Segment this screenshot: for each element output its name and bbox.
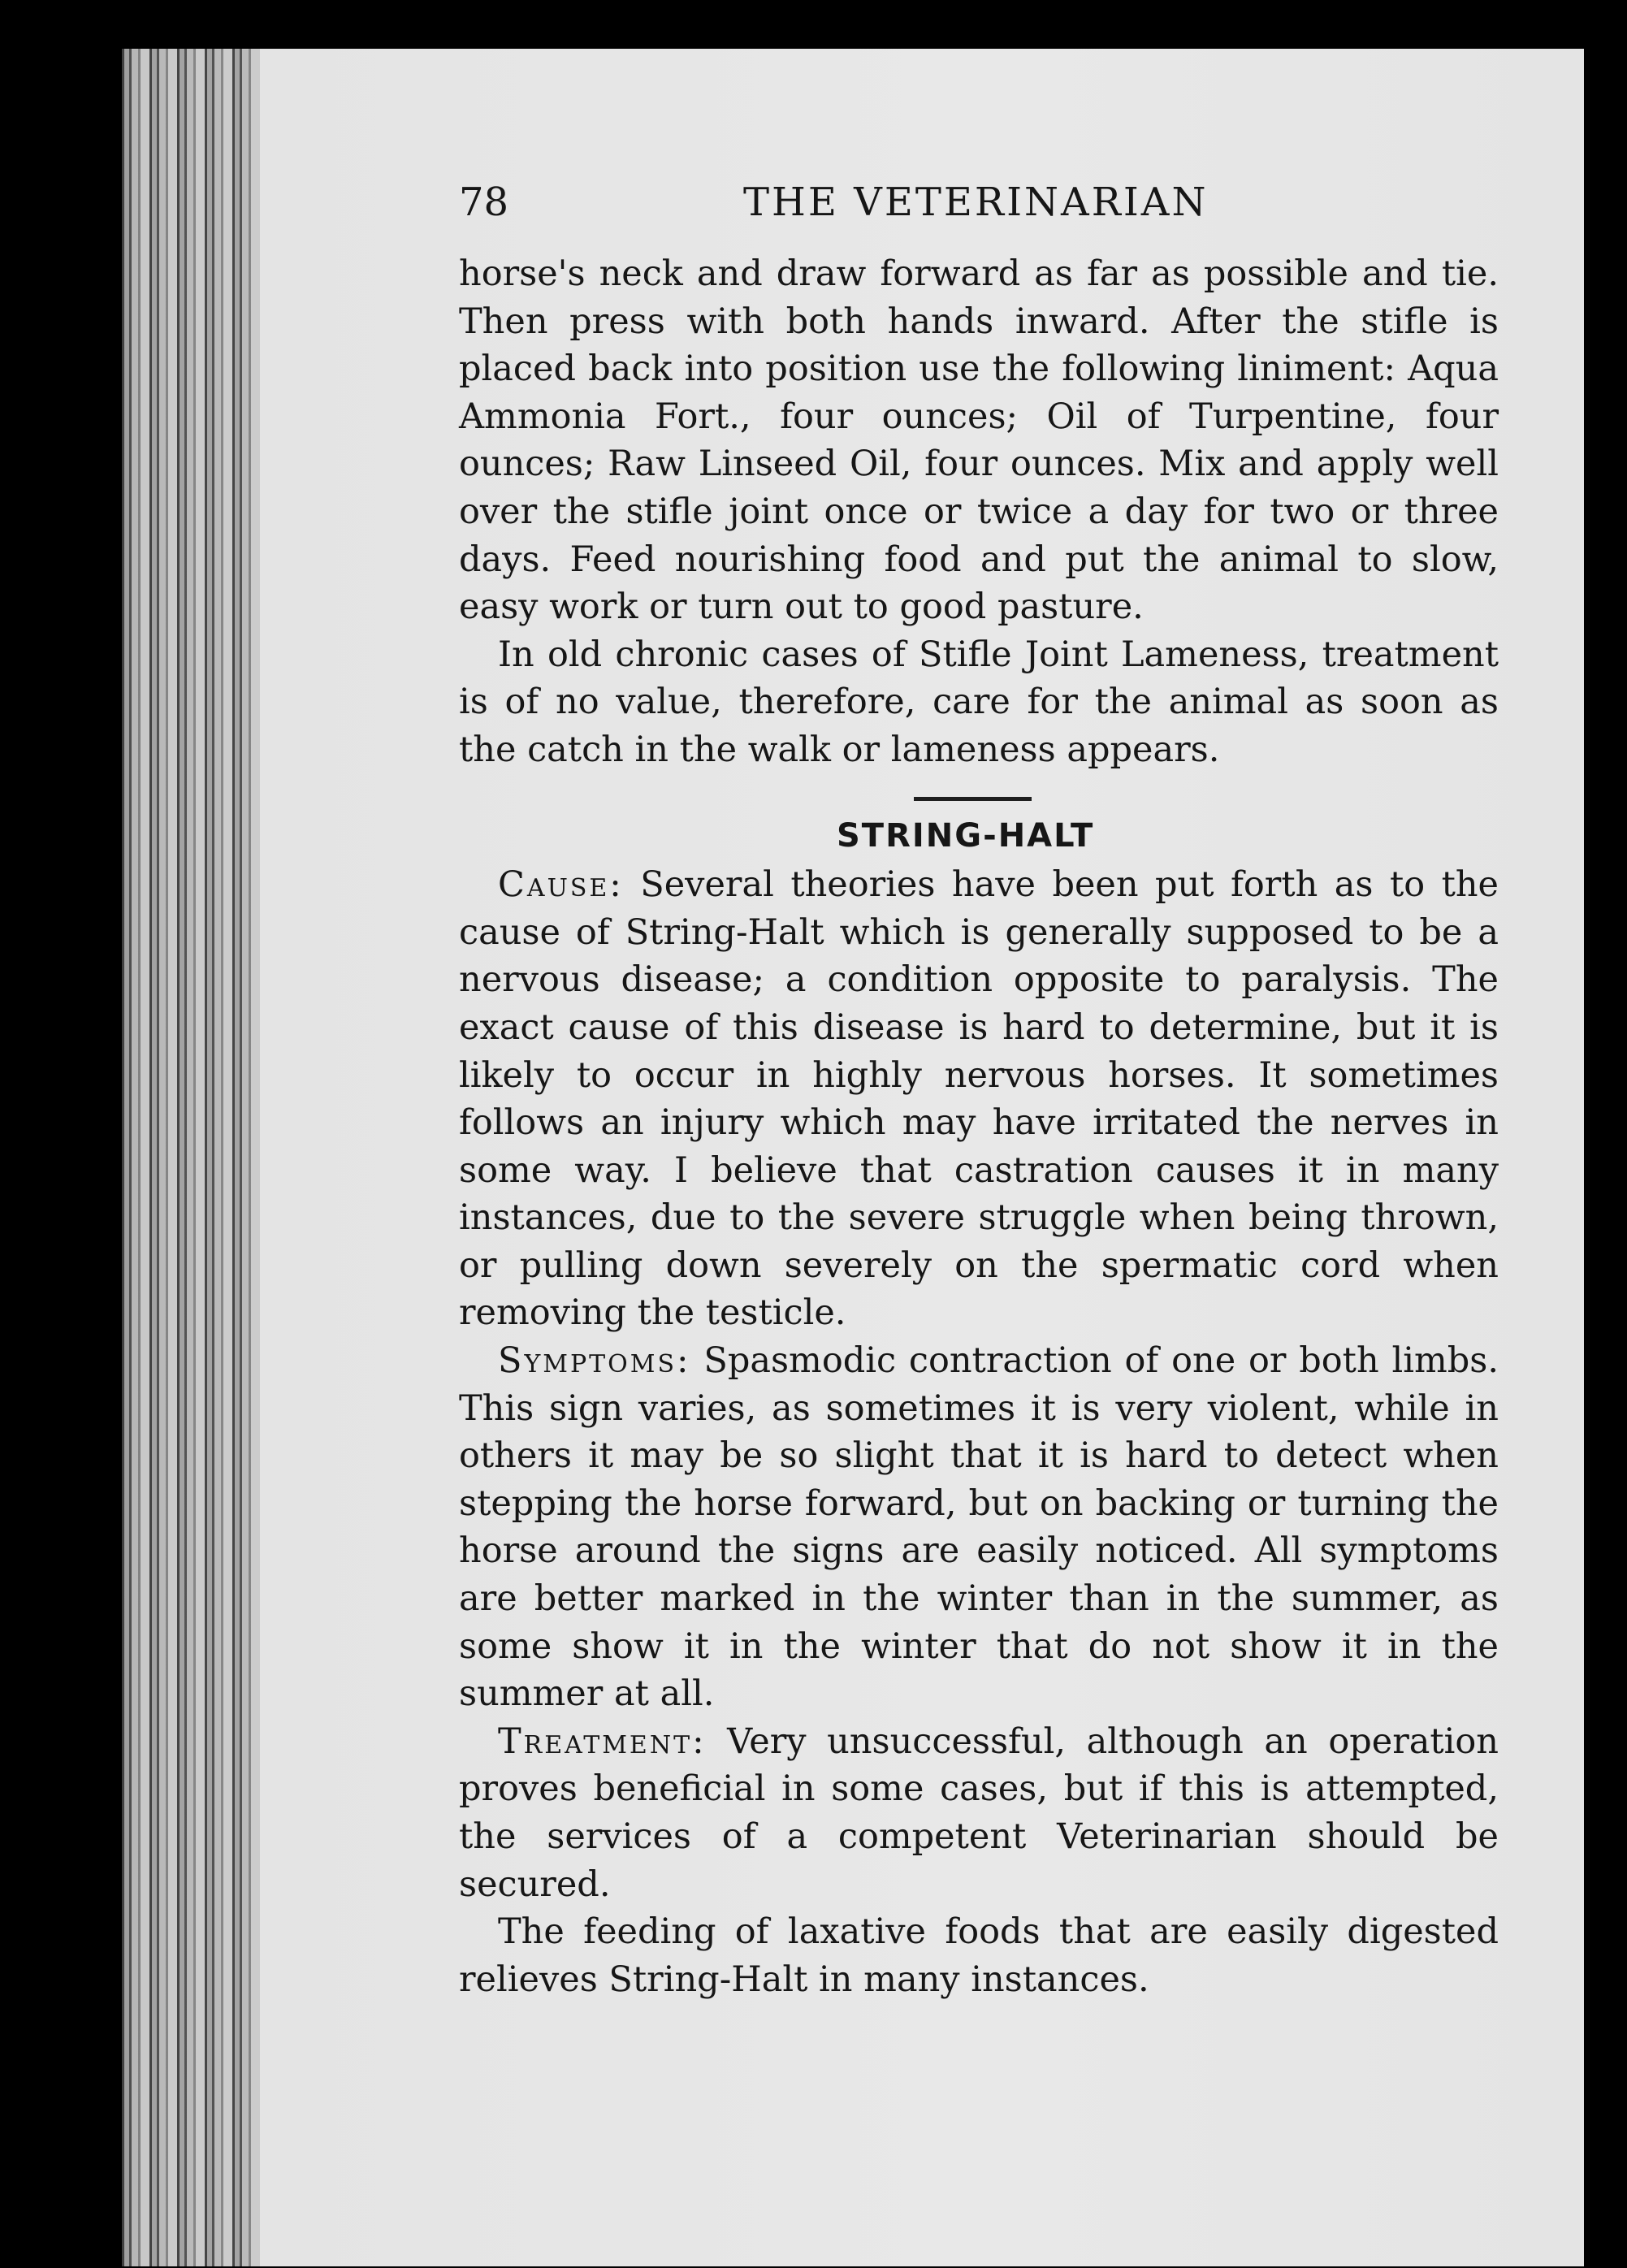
treatment-text: Very unsuccessful, although an operation proves beneficial in some cases, but if this is attempted, the services of a competent Veterinarian should be secured. — [459, 1720, 1499, 1905]
page-content — [459, 179, 1499, 2003]
paragraph-continuation: horse's neck and draw forward as far as possible and tie. Then press with both hands inward. After the stifle is placed back into position use the following liniment: Aqua Ammonia Fort., four ounces; Oil of Turpentine, four ounces; Raw Linseed Oil, four ounces. Mix and apply well over the stifle joint once or twice a day for two or three days. Feed nourishing food and put the animal to slow, easy work or turn out to good pasture. — [459, 253, 1499, 628]
symptoms-text: Spasmodic contraction of one or both limbs. This sign varies, as sometimes it is very violent, while in others it may be so slight that it is hard to detect when stepping the horse forward, but on backing or turning the horse around the signs are easily noticed. All symptoms are better marked in the winter than in the summer, as some show it in the winter that do not show it in the summer at all. — [459, 1340, 1499, 1715]
running-title: THE VETERINARIAN — [743, 180, 1209, 225]
paragraph-symptoms — [459, 1337, 1499, 1718]
book-spine-gutter — [122, 49, 260, 2266]
page-header — [459, 179, 1499, 236]
page-number: 78 — [459, 180, 509, 225]
paragraph-cause — [459, 861, 1499, 1337]
section-title: STRING-HALT — [837, 816, 1095, 855]
paragraph-chronic-cases: In old chronic cases of Stifle Joint Lameness, treatment is of no value, therefore, care for the animal as soon as the catch in the walk or lameness appears. — [459, 634, 1499, 770]
paragraph-treatment — [459, 1718, 1499, 1908]
treatment-label: Treatment: — [498, 1720, 707, 1762]
paragraph-closing: The feeding of laxative foods that are easily digested relieves String-Halt in many instances. — [459, 1911, 1499, 2000]
symptoms-label: Symptoms: — [498, 1340, 691, 1382]
cause-label: Cause: — [498, 864, 624, 906]
cause-text: Several theories have been put forth as to the cause of String-Halt which is generally supposed to be a nervous disease; a condition opposite to paralysis. The exact cause of this disease is hard to determine, but it is likely to occur in highly nervous horses. It sometimes follows an injury which may have irritated the nerves in some way. I believe that castration causes it in many instances, due to the severe struggle when being thrown, or pulling down severely on the spermatic cord when removing the testicle. — [459, 864, 1499, 1334]
section-divider — [914, 797, 1032, 801]
scan-right-border — [1592, 49, 1627, 2268]
